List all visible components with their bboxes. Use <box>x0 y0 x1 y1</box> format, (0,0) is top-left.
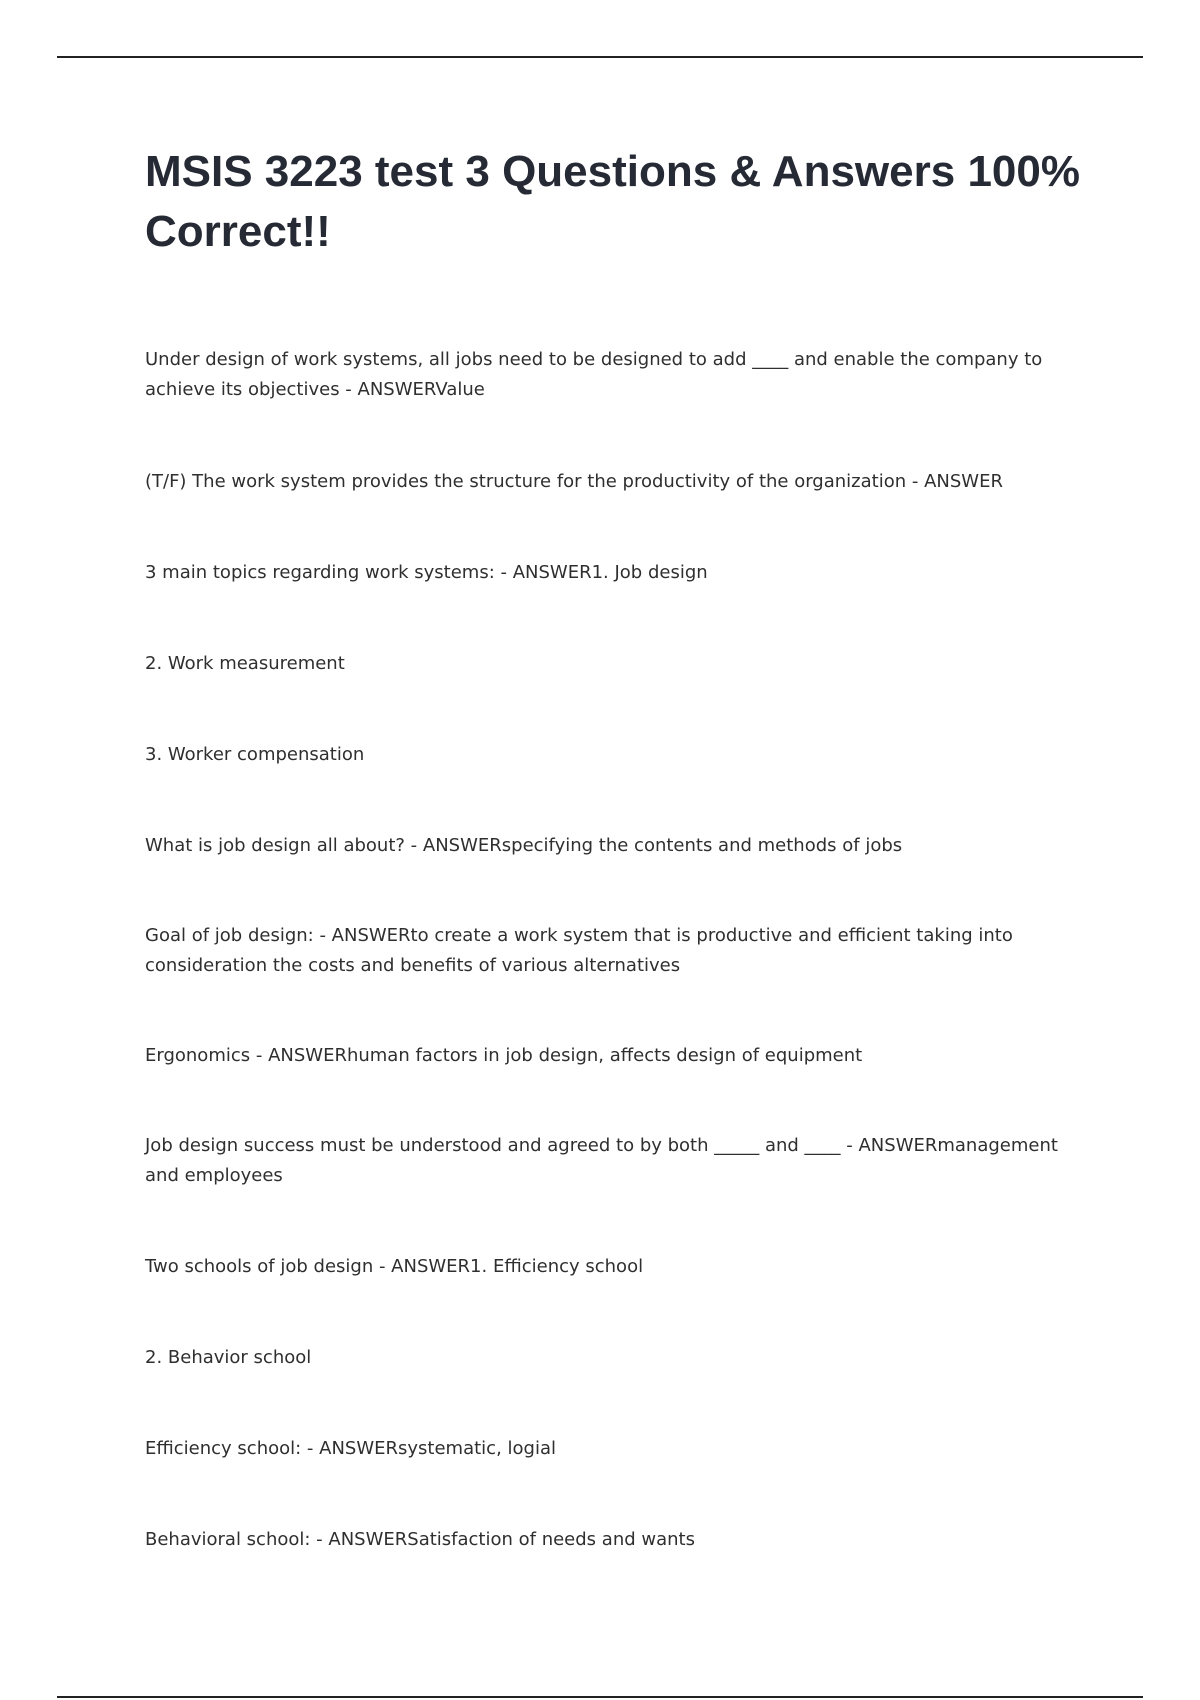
paragraph-behavior-school: 2. Behavior school <box>145 1347 312 1368</box>
paragraph-work-system-tf: (T/F) The work system provides the structure for the productivity of the organization - ANSWER <box>145 471 1003 492</box>
paragraph-ergonomics: Ergonomics - ANSWERhuman factors in job design, affects design of equipment <box>145 1045 863 1066</box>
paragraph-design-work-systems: Under design of work systems, all jobs need to be designed to add ____ and enable the company to achieve its objectives - ANSWERValue <box>145 349 1043 400</box>
paragraph-goal-job-design: Goal of job design: - ANSWERto create a work system that is productive and efficient taking into consideration the costs and benefits of various alternatives <box>145 925 1013 976</box>
document-title: MSIS 3223 test 3 Questions & Answers 100% Correct!! <box>145 147 1080 256</box>
bottom-rule <box>57 1696 1143 1698</box>
paragraph-work-measurement: 2. Work measurement <box>145 653 345 674</box>
paragraph-worker-compensation: 3. Worker compensation <box>145 744 365 765</box>
paragraph-behavioral-school: Behavioral school: - ANSWERSatisfaction of needs and wants <box>145 1529 695 1550</box>
paragraph-two-schools: Two schools of job design - ANSWER1. Efficiency school <box>145 1256 644 1277</box>
top-rule <box>57 56 1143 58</box>
paragraph-efficiency-school: Efficiency school: - ANSWERsystematic, logial <box>145 1438 556 1459</box>
paragraph-main-topics: 3 main topics regarding work systems: - ANSWER1. Job design <box>145 562 708 583</box>
paragraph-job-design-about: What is job design all about? - ANSWERspecifying the contents and methods of jobs <box>145 835 903 856</box>
paragraph-job-design-success: Job design success must be understood and agreed to by both _____ and ____ - ANSWERmanagement and employees <box>145 1135 1058 1186</box>
